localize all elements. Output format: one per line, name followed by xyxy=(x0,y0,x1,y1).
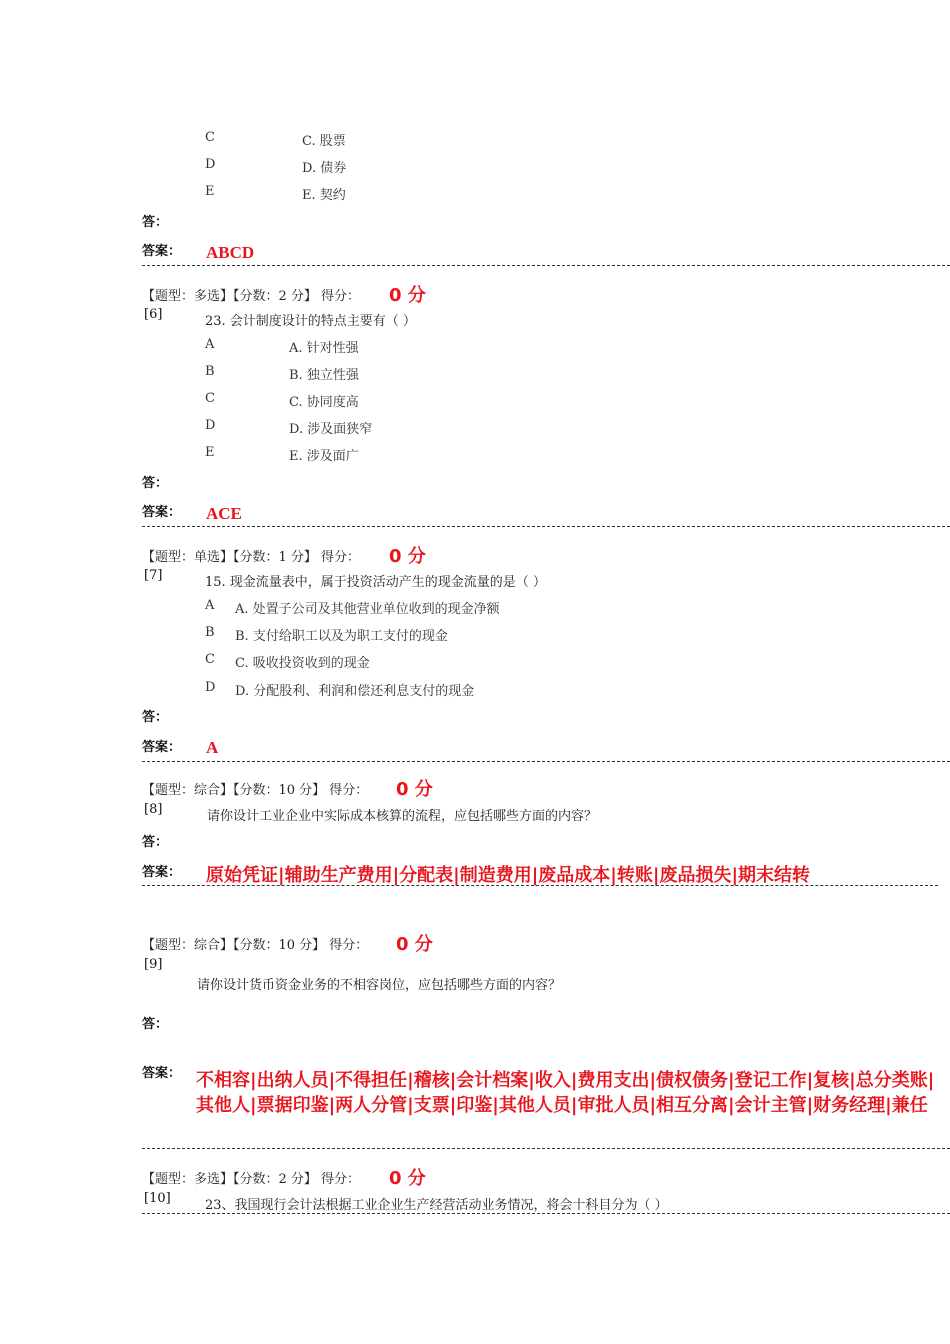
q7-option-letter-c: C xyxy=(205,652,215,667)
q7-option-letter-b: B xyxy=(205,625,215,640)
q5-option-text-e: E. 契约 xyxy=(302,188,346,203)
q5-answer-label: 答： xyxy=(142,215,169,230)
q5-option-text-c: C. 股票 xyxy=(302,134,346,149)
q6-option-text-d: D. 涉及面狭窄 xyxy=(289,422,373,437)
q8-question: 请你设计工业企业中实际成本核算的流程，应包括哪些方面的内容？ xyxy=(207,809,598,824)
q7-meta: 【题型：单选】【分数：1 分】 得分： xyxy=(142,550,361,565)
q6-option-text-c: C. 协同度高 xyxy=(289,395,359,410)
q6-option-letter-d: D xyxy=(205,418,216,433)
q7-option-text-c: C. 吸收投资收到的现金 xyxy=(235,656,370,671)
q7-option-text-d: D. 分配股利、利润和偿还利息支付的现金 xyxy=(235,684,475,699)
q5-option-letter-d: D xyxy=(205,157,216,172)
q7-option-letter-d: D xyxy=(205,680,216,695)
q7-key-label: 答案： xyxy=(142,740,182,755)
q6-option-text-a: A. 针对性强 xyxy=(289,341,359,356)
q5-key-label: 答案： xyxy=(142,244,182,259)
q7-answer-label: 答： xyxy=(142,710,169,725)
separator xyxy=(142,761,950,762)
q9-answer-label: 答： xyxy=(142,1017,169,1032)
q8-correct-answer: 原始凭证|辅助生产费用|分配表|制造费用|废品成本|转账|废品损失|期末结转 xyxy=(206,865,811,886)
q6-correct-answer: ACE xyxy=(206,504,242,523)
q6-option-text-e: E. 涉及面广 xyxy=(289,449,359,464)
q6-meta: 【题型：多选】【分数：2 分】 得分： xyxy=(142,289,361,304)
q9-question: 请你设计货币资金业务的不相容岗位，应包括哪些方面的内容？ xyxy=(197,978,562,993)
q7-score: 0 分 xyxy=(389,546,426,567)
separator xyxy=(142,1213,950,1214)
q9-key-label: 答案： xyxy=(142,1066,182,1081)
q8-meta: 【题型：综合】【分数：10 分】 得分： xyxy=(142,783,369,798)
q5-correct-answer: ABCD xyxy=(206,243,255,262)
q9-correct-answer: 不相容|出纳人员|不得担任|稽核|会计档案|收入|费用支出|债权债务|登记工作|复核|总分类账|其他人|票据印鉴|两人分管|支票|印鉴|其他人员|审批人员|相互分离|会计主管|财务经理|兼任 xyxy=(196,1070,935,1116)
separator xyxy=(142,885,938,886)
q9-score: 0 分 xyxy=(396,934,433,955)
q10-meta: 【题型：多选】【分数：2 分】 得分： xyxy=(142,1172,361,1187)
q6-option-letter-e: E xyxy=(205,445,215,460)
q8-key-label: 答案： xyxy=(142,865,182,880)
q7-option-letter-a: A xyxy=(205,598,215,613)
q6-key-label: 答案： xyxy=(142,505,182,520)
q7-correct-answer: A xyxy=(206,738,219,757)
q6-score: 0 分 xyxy=(389,285,426,306)
separator xyxy=(142,526,950,527)
q10-question: 23、我国现行会计法根据工业企业生产经营活动业务情况，将会十科目分为（ ） xyxy=(205,1198,668,1213)
q6-answer-label: 答： xyxy=(142,476,169,491)
q6-number: [6] xyxy=(144,307,163,322)
q9-number: [9] xyxy=(144,957,163,972)
q7-option-text-b: B. 支付给职工以及为职工支付的现金 xyxy=(235,629,448,644)
q5-option-text-d: D. 债券 xyxy=(302,161,347,176)
q6-question: 23. 会计制度设计的特点主要有（ ） xyxy=(205,314,416,329)
separator xyxy=(142,1148,950,1149)
q8-score: 0 分 xyxy=(396,779,433,800)
q5-option-letter-c: C xyxy=(205,130,215,145)
q5-option-letter-e: E xyxy=(205,184,215,199)
q10-score: 0 分 xyxy=(389,1168,426,1189)
q9-meta: 【题型：综合】【分数：10 分】 得分： xyxy=(142,938,369,953)
q8-number: [8] xyxy=(144,802,163,817)
q7-option-text-a: A. 处置子公司及其他营业单位收到的现金净额 xyxy=(235,602,500,617)
q6-option-text-b: B. 独立性强 xyxy=(289,368,359,383)
q7-question: 15. 现金流量表中，属于投资活动产生的现金流量的是（ ） xyxy=(205,575,546,590)
q6-option-letter-b: B xyxy=(205,364,215,379)
q6-option-letter-c: C xyxy=(205,391,215,406)
q10-number: [10] xyxy=(144,1191,171,1206)
separator xyxy=(142,265,950,266)
q8-answer-label: 答： xyxy=(142,835,169,850)
q6-option-letter-a: A xyxy=(205,337,215,352)
q7-number: [7] xyxy=(144,568,163,583)
